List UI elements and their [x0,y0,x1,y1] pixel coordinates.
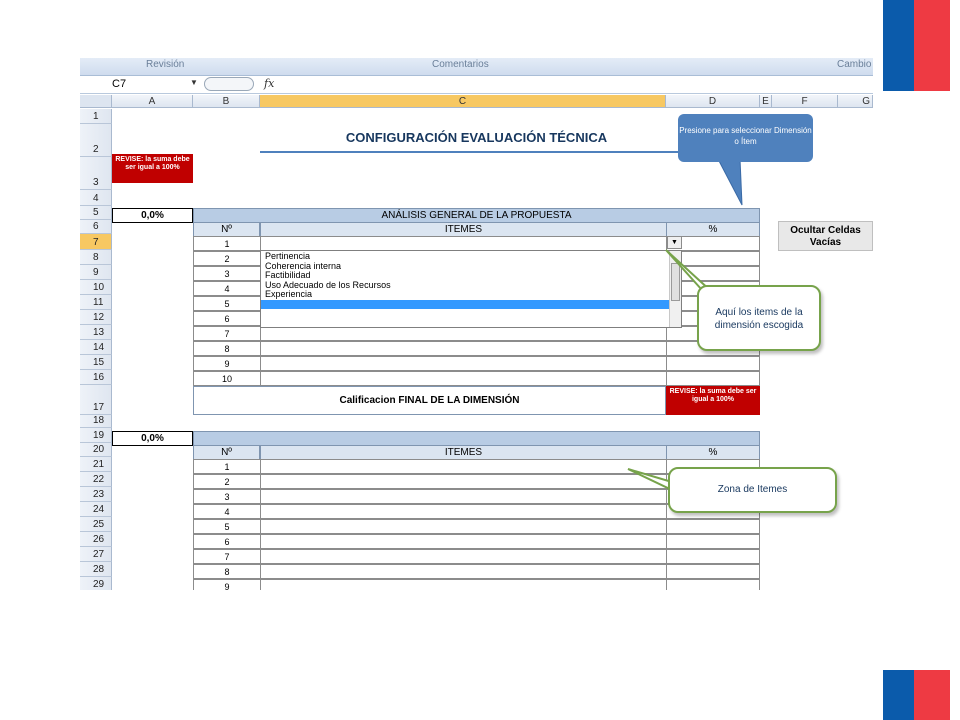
ribbon-tab-comentarios[interactable]: Comentarios [432,59,489,70]
column-header-c[interactable]: C [260,95,666,108]
select-all-corner[interactable] [80,95,112,108]
fx-icon[interactable]: fx [264,77,275,90]
row-header[interactable]: 12 [80,310,112,325]
callout-dimension-items: Aquí los items de la dimensión escogida [697,285,821,351]
row-header[interactable]: 13 [80,325,112,340]
formula-zoom-control[interactable] [204,77,254,91]
dropdown-list[interactable] [260,250,682,328]
dropdown-arrow-button[interactable]: ▼ [667,236,682,249]
row-header[interactable]: 11 [80,295,112,310]
row-header[interactable]: 8 [80,250,112,265]
name-box[interactable]: C7 [112,78,127,90]
dropdown-option[interactable]: Coherencia interna [265,260,342,271]
section2-col-items: ITEMES [260,445,667,460]
section2-item-cell[interactable] [666,549,760,564]
section2-item-number[interactable]: 7 [193,549,261,564]
column-header-b[interactable]: B [193,95,260,108]
row-header[interactable]: 24 [80,502,112,517]
section2-item-cell[interactable] [260,534,667,549]
row-header[interactable]: 16 [80,370,112,385]
section1-item-cell[interactable] [260,341,667,356]
section2-item-cell[interactable] [260,564,667,579]
ribbon-tab-cambio[interactable]: Cambio [837,59,872,70]
section2-item-number[interactable]: 5 [193,519,261,534]
row-header[interactable]: 28 [80,562,112,577]
scrollbar-thumb[interactable] [671,263,680,301]
row-header[interactable]: 17 [80,385,112,415]
final-revise-warning: REVISE: la suma debe ser igual a 100% [666,386,760,415]
section2-percent: 0,0% [112,431,193,446]
row-header[interactable]: 20 [80,443,112,457]
callout-select-dimension: Presione para seleccionar Dimensión o Ítem [678,114,813,162]
section2-item-cell[interactable] [666,519,760,534]
row-header[interactable]: 27 [80,547,112,562]
row-header[interactable]: 6 [80,220,112,234]
dropdown-option[interactable]: Pertinencia [265,251,311,261]
row-header[interactable]: 7 [80,234,112,250]
section1-header: ANÁLISIS GENERAL DE LA PROPUESTA [193,208,760,223]
section2-item-number[interactable]: 1 [193,459,261,474]
callout-items-zone: Zona de Itemes [668,467,837,513]
row-header[interactable]: 3 [80,157,112,190]
column-header-a[interactable]: A [112,95,193,108]
column-header-f[interactable]: F [772,95,838,108]
flag-logo-top [883,0,950,91]
section2-col-no: Nº [193,445,260,460]
row-header[interactable]: 9 [80,265,112,280]
section2-item-number[interactable]: 8 [193,564,261,579]
section1-item-number[interactable]: 3 [193,266,261,281]
row-header[interactable]: 29 [80,577,112,590]
dropdown-option[interactable]: Factibilidad [265,270,311,280]
section1-item-number[interactable]: 6 [193,311,261,326]
section2-item-cell[interactable] [260,549,667,564]
section1-item-cell[interactable] [666,356,760,371]
section1-item-number[interactable]: 9 [193,356,261,371]
dropdown-scrollbar[interactable] [669,251,681,327]
section1-item-number[interactable]: 2 [193,251,261,266]
section2-item-cell[interactable] [666,564,760,579]
row-header[interactable]: 26 [80,532,112,547]
section1-item-cell[interactable] [260,236,667,251]
section1-col-pct: % [666,222,760,237]
section2-item-cell[interactable] [666,579,760,590]
section2-item-cell[interactable] [260,504,667,519]
row-header[interactable]: 15 [80,355,112,370]
row-header[interactable]: 19 [80,428,112,443]
revise-warning: REVISE: la suma debe ser igual a 100% [112,154,193,183]
row-header[interactable]: 1 [80,109,112,124]
row-header[interactable]: 14 [80,340,112,355]
ribbon-bar [80,58,873,76]
section2-item-number[interactable]: 3 [193,489,261,504]
ribbon-tab-revision[interactable]: Revisión [146,59,185,70]
section2-item-number[interactable]: 4 [193,504,261,519]
section2-item-number[interactable]: 2 [193,474,261,489]
dropdown-option[interactable]: Uso Adecuado de los Recursos [265,279,391,290]
section1-item-cell[interactable] [666,371,760,386]
row-header[interactable]: 23 [80,487,112,502]
section1-item-cell[interactable] [260,326,667,341]
flag-logo-bottom [883,670,950,720]
section2-item-cell[interactable] [260,519,667,534]
section2-item-cell[interactable] [260,474,667,489]
section1-col-no: Nº [193,222,260,237]
section2-item-number[interactable]: 6 [193,534,261,549]
section1-item-number[interactable]: 7 [193,326,261,341]
row-header[interactable]: 18 [80,415,112,428]
row-header[interactable]: 5 [80,206,112,220]
column-header-g[interactable]: G [838,95,873,108]
formula-bar [80,76,873,94]
section1-item-cell[interactable] [260,356,667,371]
section1-col-items: ITEMES [260,222,667,237]
section2-col-pct: % [666,445,760,460]
section1-item-number[interactable]: 1 [193,236,261,251]
section2-item-cell[interactable] [260,579,667,590]
section1-percent: 0,0% [112,208,193,223]
dropdown-option-highlighted[interactable] [261,300,669,310]
section2-item-cell[interactable] [666,534,760,549]
row-header[interactable]: 2 [80,124,112,157]
hide-empty-cells-button[interactable]: Ocultar Celdas Vacías [778,221,873,251]
section1-item-number[interactable]: 8 [193,341,261,356]
sheet-title: CONFIGURACIÓN EVALUACIÓN TÉCNICA [345,130,608,145]
row-header[interactable]: 25 [80,517,112,532]
section1-item-cell[interactable] [260,371,667,386]
title-underline [260,151,693,153]
name-box-dropdown-icon[interactable]: ▼ [190,78,198,87]
section1-item-number[interactable]: 5 [193,296,261,311]
section2-item-number[interactable]: 9 [193,579,261,590]
section2-item-cell[interactable] [260,459,667,474]
section1-item-number[interactable]: 10 [193,371,261,386]
section2-header [193,431,760,446]
row-header[interactable]: 22 [80,472,112,487]
row-header[interactable]: 21 [80,457,112,472]
row-header[interactable]: 10 [80,280,112,295]
column-header-e[interactable]: E [760,95,772,108]
section1-item-number[interactable]: 4 [193,281,261,296]
column-header-d[interactable]: D [666,95,760,108]
row-header[interactable]: 4 [80,190,112,206]
dropdown-option[interactable]: Experiencia [265,289,313,299]
section2-item-cell[interactable] [260,489,667,504]
final-score-label: Calificacion FINAL DE LA DIMENSIÓN [193,386,666,415]
